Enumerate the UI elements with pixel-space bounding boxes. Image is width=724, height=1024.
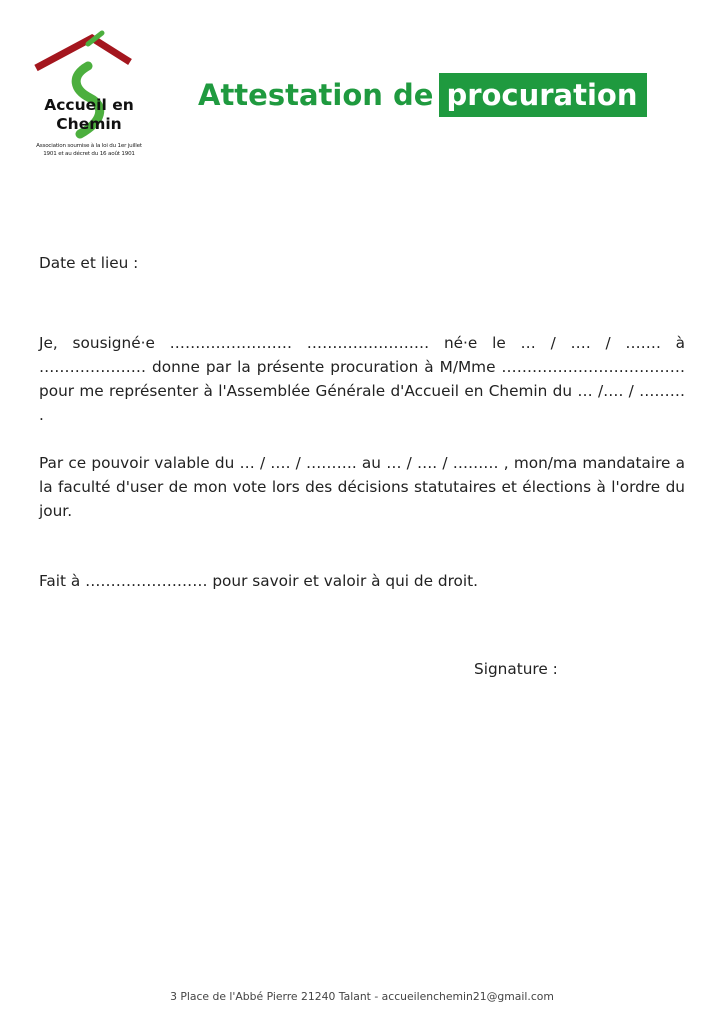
logo-name-line2: Chemin xyxy=(56,115,122,133)
logo-name xyxy=(30,96,148,134)
logo-name-line1: Accueil en xyxy=(44,96,134,114)
logo-subtitle xyxy=(30,143,148,158)
done-at-paragraph: Fait à …………………… pour savoir et valoir à qui de droit. xyxy=(39,572,479,590)
footer-address: 3 Place de l'Abbé Pierre 21240 Talant - accueilenchemin21@gmail.com xyxy=(170,990,554,1003)
date-place-field: Date et lieu : xyxy=(39,254,139,272)
association-logo xyxy=(30,30,148,162)
procuration-paragraph: Je, sousigné·e …………………… …………………… né·e le … / …. / ……. à ………………… donne par la présente procuration à M/Mme ……………………………… pour me représenter à l'Assemblée Générale d'Accueil en Chemin du … /…. / ……… . xyxy=(39,334,685,424)
mandate-paragraph: Par ce pouvoir valable du … / …. / ………. au … / …. / ……… , mon/ma mandataire a la faculté d'user de mon vote lors des décisions statutaires et élections à l'ordre du jour. xyxy=(39,454,685,520)
title-part-2-highlight: procuration xyxy=(439,73,646,117)
title-part-1: Attestation de xyxy=(198,78,434,112)
signature-label: Signature : xyxy=(474,660,558,678)
page-title xyxy=(198,73,647,117)
logo-subtitle-line1: Association soumise à la loi du 1er juillet xyxy=(36,143,142,149)
logo-subtitle-line2: 1901 et au décret du 16 août 1901 xyxy=(43,150,135,157)
